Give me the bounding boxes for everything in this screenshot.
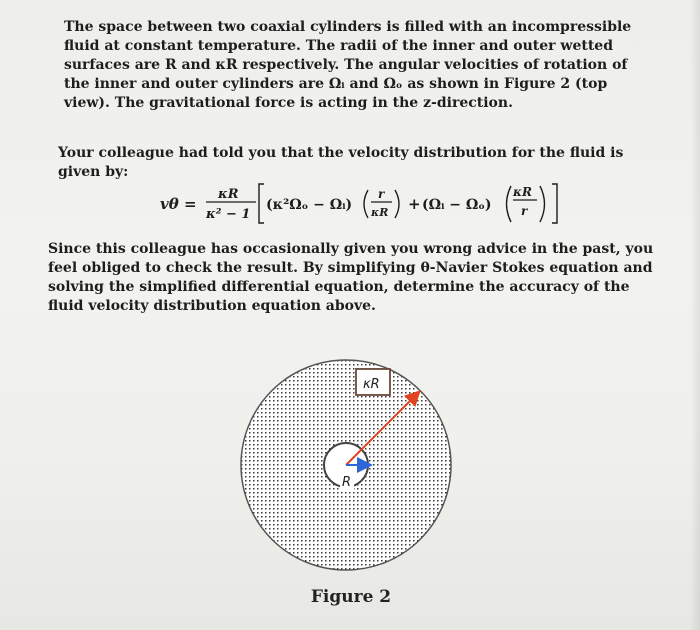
inner-radius-label: R <box>342 475 352 490</box>
right-bracket <box>552 184 557 223</box>
term1-open-paren <box>364 190 368 218</box>
coaxial-cylinders-figure <box>236 355 456 575</box>
equation-fraction-numerator: κR <box>218 187 239 202</box>
term2-open-paren <box>507 186 512 222</box>
term1-frac-den: κR <box>371 206 389 219</box>
problem-statement: The space between two coaxial cylinders is filled with an incompressible fluid at constant temperature. The radii of the inner and outer wetted surfaces are R and κR respectively. The angular velocities of rotation of the inner and outer cylinders are Ωᵢ and Ωₒ as shown in Figure 2 (top view). The gravitational force is acting in the z-direction. <box>64 19 632 111</box>
term2-close-paren <box>540 186 545 222</box>
figure-caption: Figure 2 <box>310 587 392 607</box>
left-bracket <box>259 184 264 223</box>
equation-fraction-denominator: κ² − 1 <box>206 207 251 222</box>
colleague-claim: Your colleague had told you that the velocity distribution for the fluid is given by: <box>58 145 624 180</box>
equation-term2: (Ωᵢ − Ωₒ) <box>422 197 492 213</box>
page-shadow <box>690 0 700 630</box>
term2-frac-den: r <box>521 204 528 218</box>
equation-plus: + <box>408 195 421 213</box>
term1-frac-num: r <box>378 187 385 201</box>
outer-radius-label: κR <box>363 377 380 392</box>
equation-term1: (κ²Ωₒ − Ωᵢ) <box>266 197 353 213</box>
term1-close-paren <box>395 190 399 218</box>
equation-lhs: vθ = <box>160 195 197 213</box>
task-statement: Since this colleague has occasionally given you wrong advice in the past, you feel obliged to check the result. By simplifying θ-Navier Stokes equation and solving the simplified differential equation, determine the accuracy of the fluid velocity distribution equation above. <box>48 241 654 314</box>
term2-frac-num: κR <box>513 185 532 199</box>
velocity-equation <box>160 178 570 228</box>
